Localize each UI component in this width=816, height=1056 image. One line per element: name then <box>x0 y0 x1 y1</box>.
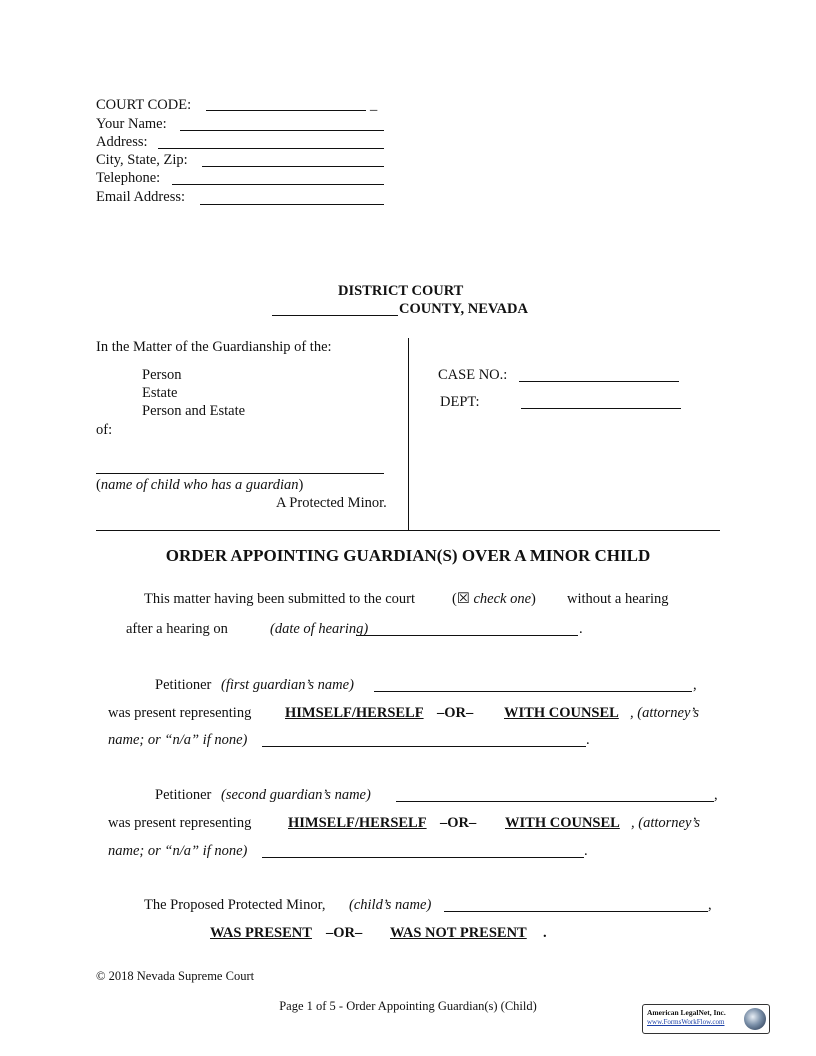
order-title: ORDER APPOINTING GUARDIAN(S) OVER A MINOR CHILD <box>165 546 651 565</box>
case-no-field[interactable] <box>519 381 679 382</box>
court-code-field[interactable] <box>206 110 366 111</box>
petitioner-1-name-hint: name; or “n/a” if none) <box>108 732 248 748</box>
submitted-text: This matter having been submitted to the court <box>144 591 416 607</box>
court-code-label: COURT CODE: <box>96 97 192 113</box>
petitioner-2-counsel-option[interactable]: WITH COUNSEL <box>505 815 620 831</box>
option-person[interactable]: Person <box>142 367 182 383</box>
minor-or: –OR– <box>326 925 363 941</box>
option-estate[interactable]: Estate <box>142 385 178 401</box>
address-field[interactable] <box>158 148 384 149</box>
petitioner-2-period: . <box>584 843 588 859</box>
court-code-suffix: _ <box>370 97 378 113</box>
copyright-text: © 2018 Nevada Supreme Court <box>96 969 255 983</box>
court-title: DISTRICT COURT <box>338 283 464 299</box>
petitioner-1-comma: , <box>693 677 697 693</box>
minor-label: The Proposed Protected Minor, <box>144 897 326 913</box>
option-person-estate[interactable]: Person and Estate <box>142 403 246 419</box>
hearing-period: . <box>579 621 583 637</box>
legalnet-badge[interactable] <box>642 1004 770 1034</box>
minor-hint: (child’s name) <box>349 897 432 913</box>
child-name-field[interactable] <box>96 473 384 474</box>
caption-bottom-rule <box>96 530 720 531</box>
telephone-field[interactable] <box>172 184 384 185</box>
petitioner-2-himself-option[interactable]: HIMSELF/HERSELF <box>288 815 427 831</box>
of-text: of: <box>96 422 113 438</box>
matter-text: In the Matter of the Guardianship of the: <box>96 339 332 355</box>
petitioner-1-attorney-field[interactable] <box>262 746 586 747</box>
petitioner-2-attorney-field[interactable] <box>262 857 584 858</box>
petitioner-1-present: was present representing <box>108 705 252 721</box>
your-name-label: Your Name: <box>96 116 167 132</box>
badge-url[interactable]: www.FormsWorkFlow.com <box>647 1018 725 1026</box>
petitioner-1-or: –OR– <box>437 705 474 721</box>
petitioner-2-name-field[interactable] <box>396 801 714 802</box>
dept-label: DEPT: <box>440 394 480 410</box>
your-name-field[interactable] <box>180 130 384 131</box>
city-field[interactable] <box>202 166 384 167</box>
child-name-hint: (name of child who has a guardian) <box>96 477 304 493</box>
email-field[interactable] <box>200 204 384 205</box>
check-one-hint: (☒ check one) <box>452 591 536 607</box>
petitioner-2-name-hint: name; or “n/a” if none) <box>108 843 248 859</box>
county-field[interactable] <box>272 315 398 316</box>
address-label: Address: <box>96 134 148 150</box>
minor-was-not-present-option[interactable]: WAS NOT PRESENT <box>390 925 527 941</box>
minor-was-present-option[interactable]: WAS PRESENT <box>210 925 312 941</box>
protected-minor-text: A Protected Minor. <box>276 495 387 511</box>
minor-name-field[interactable] <box>444 911 708 912</box>
petitioner-1-period: . <box>586 732 590 748</box>
email-label: Email Address: <box>96 189 186 205</box>
after-hearing-option[interactable]: after a hearing on <box>126 621 228 637</box>
telephone-label: Telephone: <box>96 170 161 186</box>
minor-period: . <box>543 925 547 941</box>
city-label: City, State, Zip: <box>96 152 188 168</box>
legalnet-logo-icon <box>744 1008 766 1030</box>
caption-divider <box>408 338 409 530</box>
badge-company: American LegalNet, Inc. <box>647 1008 726 1017</box>
petitioner-2-present: was present representing <box>108 815 252 831</box>
petitioner-2-label: Petitioner <box>155 787 212 803</box>
petitioner-1-himself-option[interactable]: HIMSELF/HERSELF <box>285 705 424 721</box>
petitioner-2-comma: , <box>714 787 718 803</box>
petitioner-1-name-field[interactable] <box>374 691 692 692</box>
petitioner-1-attorney-hint: , (attorney’s <box>630 705 700 721</box>
petitioner-1-hint: (first guardian’s name) <box>221 677 354 693</box>
dept-field[interactable] <box>521 408 681 409</box>
case-no-label: CASE NO.: <box>438 367 508 383</box>
minor-comma: , <box>708 897 712 913</box>
petitioner-1-label: Petitioner <box>155 677 212 693</box>
petitioner-2-attorney-hint: , (attorney’s <box>631 815 701 831</box>
petitioner-2-hint: (second guardian’s name) <box>221 787 371 803</box>
date-hint: (date of hearing) <box>270 621 369 637</box>
hearing-date-field[interactable] <box>356 635 578 636</box>
without-hearing-option[interactable]: without a hearing <box>567 591 669 607</box>
page-footer: Page 1 of 5 - Order Appointing Guardian(s) (Child) <box>279 999 537 1013</box>
petitioner-1-counsel-option[interactable]: WITH COUNSEL <box>504 705 619 721</box>
county-label: COUNTY, NEVADA <box>399 301 528 317</box>
petitioner-2-or: –OR– <box>440 815 477 831</box>
